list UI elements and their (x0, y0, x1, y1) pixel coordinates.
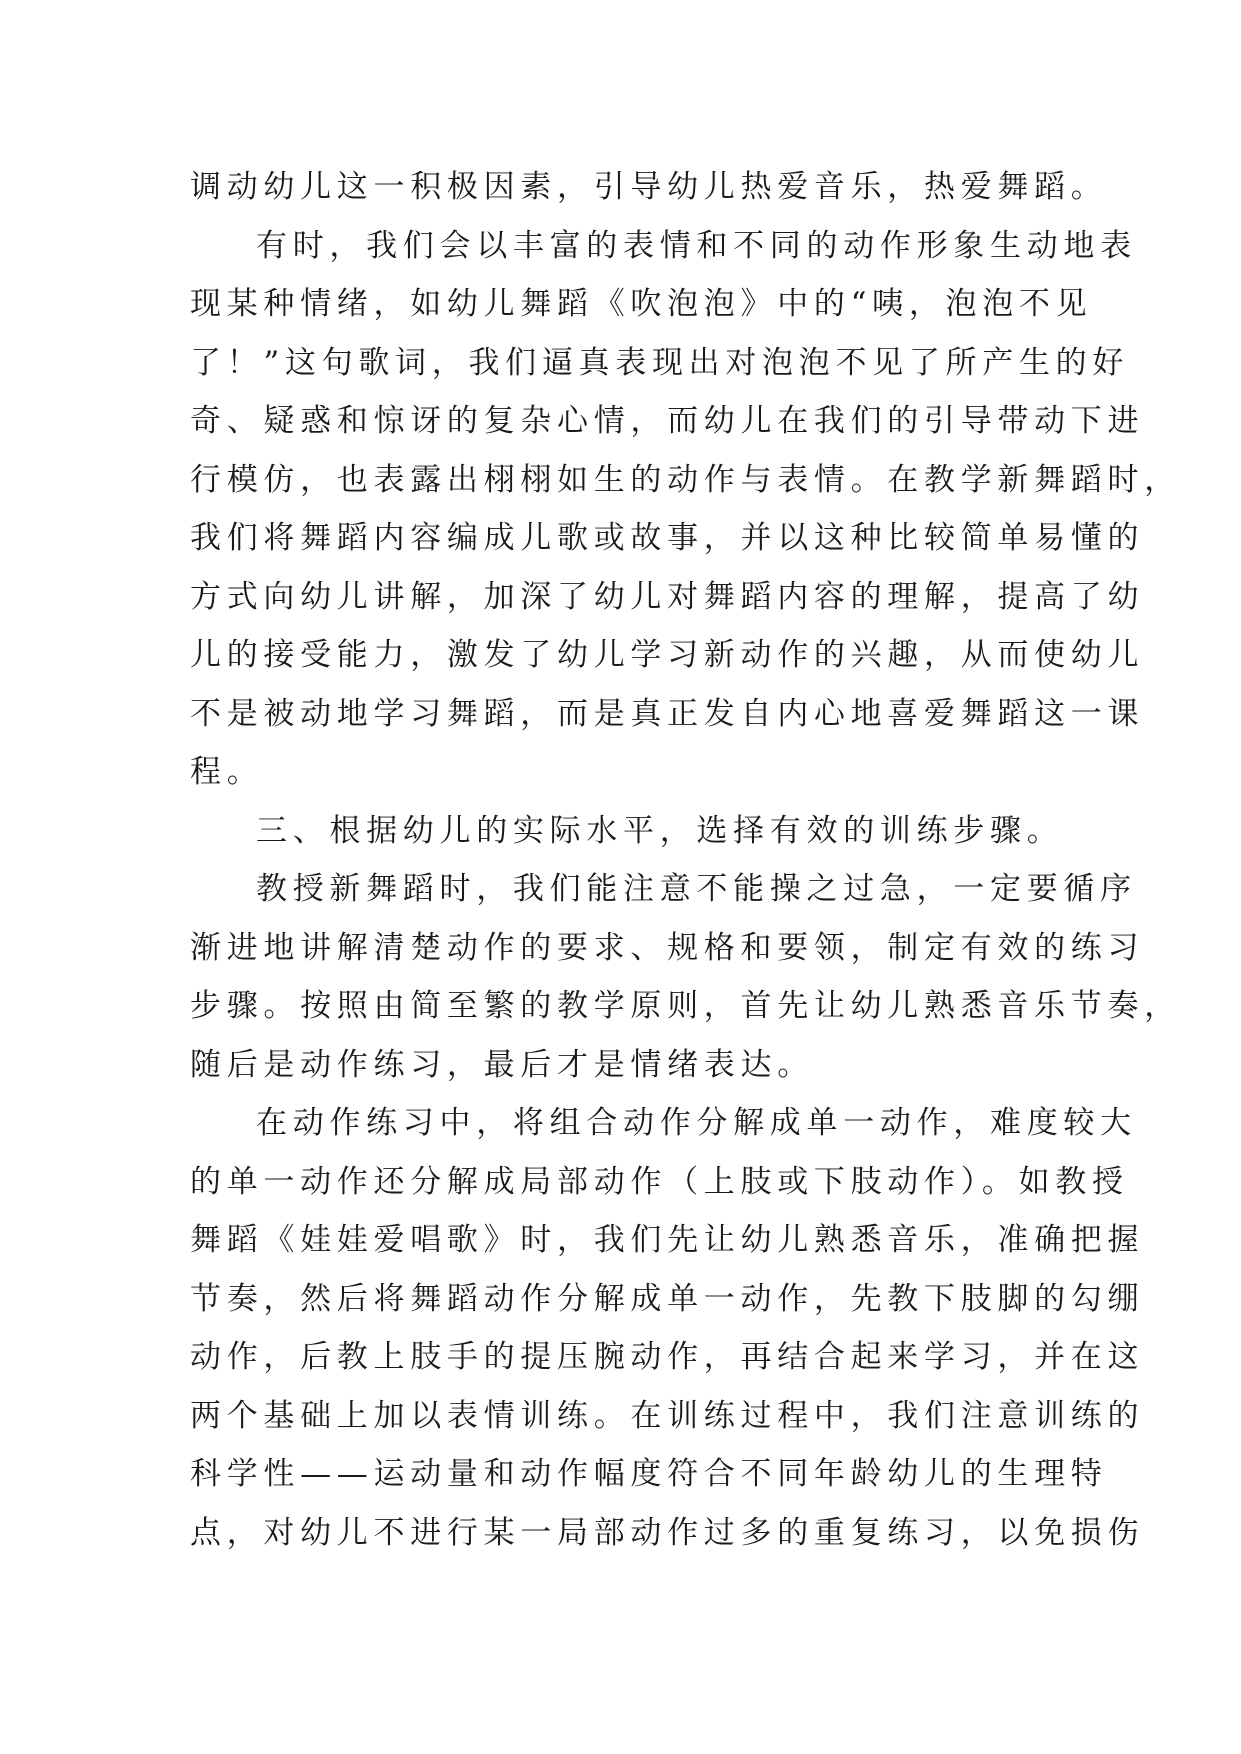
text-line: 步骤。按照由简至繁的教学原则，首先让幼儿熟悉音乐节奏， (190, 988, 1181, 1024)
text-line: 渐进地讲解清楚动作的要求、规格和要领，制定有效的练习 (190, 929, 1145, 966)
text-line: 节奏，然后将舞蹈动作分解成单一动作，先教下肢脚的勾绷 (190, 1280, 1145, 1317)
text-line: 有时，我们会以丰富的表情和不同的动作形象生动地表 (256, 227, 1137, 264)
text-line: 动作，后教上肢手的提压腕动作，再结合起来学习，并在这 (190, 1339, 1145, 1375)
text-line: 我们将舞蹈内容编成儿歌或故事，并以这种比较简单易懂的 (190, 520, 1145, 556)
text-line: 科学性——运动量和动作幅度符合不同年龄幼儿的生理特 (190, 1456, 1108, 1492)
text-line: 舞蹈《娃娃爱唱歌》时，我们先让幼儿熟悉音乐，准确把握 (190, 1222, 1145, 1258)
text-line: 行模仿，也表露出栩栩如生的动作与表情。在教学新舞蹈时， (190, 461, 1181, 498)
text-line: 点，对幼儿不进行某一局部动作过多的重复练习，以免损伤 (190, 1514, 1145, 1551)
document-body (190, 158, 1181, 1562)
text-line: 随后是动作练习，最后才是情绪表达。 (190, 1046, 814, 1083)
section-heading: 三、根据幼儿的实际水平，选择有效的训练步骤。 (256, 812, 1064, 849)
text-line: 在动作练习中，将组合动作分解成单一动作，难度较大 (256, 1105, 1137, 1141)
text-line: 程。 (190, 754, 264, 790)
text-line: 的单一动作还分解成局部动作（上肢或下肢动作）。如教授 (190, 1163, 1129, 1200)
text-line: 不是被动地学习舞蹈，而是真正发自内心地喜爱舞蹈这一课 (190, 695, 1145, 732)
text-line: 奇、疑惑和惊讶的复杂心情，而幼儿在我们的引导带动下进 (190, 403, 1145, 439)
text-line: 教授新舞蹈时，我们能注意不能操之过急，一定要循序 (256, 871, 1137, 907)
text-line: 了！”这句歌词，我们逼真表现出对泡泡不见了所产生的好 (190, 344, 1130, 381)
text-line: 调动幼儿这一积极因素，引导幼儿热爱音乐，热爱舞蹈。 (190, 169, 1108, 205)
text-line: 儿的接受能力，激发了幼儿学习新动作的兴趣，从而使幼儿 (190, 637, 1145, 673)
text-line: 现某种情绪，如幼儿舞蹈《吹泡泡》中的“咦，泡泡不见 (190, 286, 1093, 322)
text-line: 方式向幼儿讲解，加深了幼儿对舞蹈内容的理解，提高了幼 (190, 578, 1145, 615)
text-line: 两个基础上加以表情训练。在训练过程中，我们注意训练的 (190, 1397, 1145, 1434)
